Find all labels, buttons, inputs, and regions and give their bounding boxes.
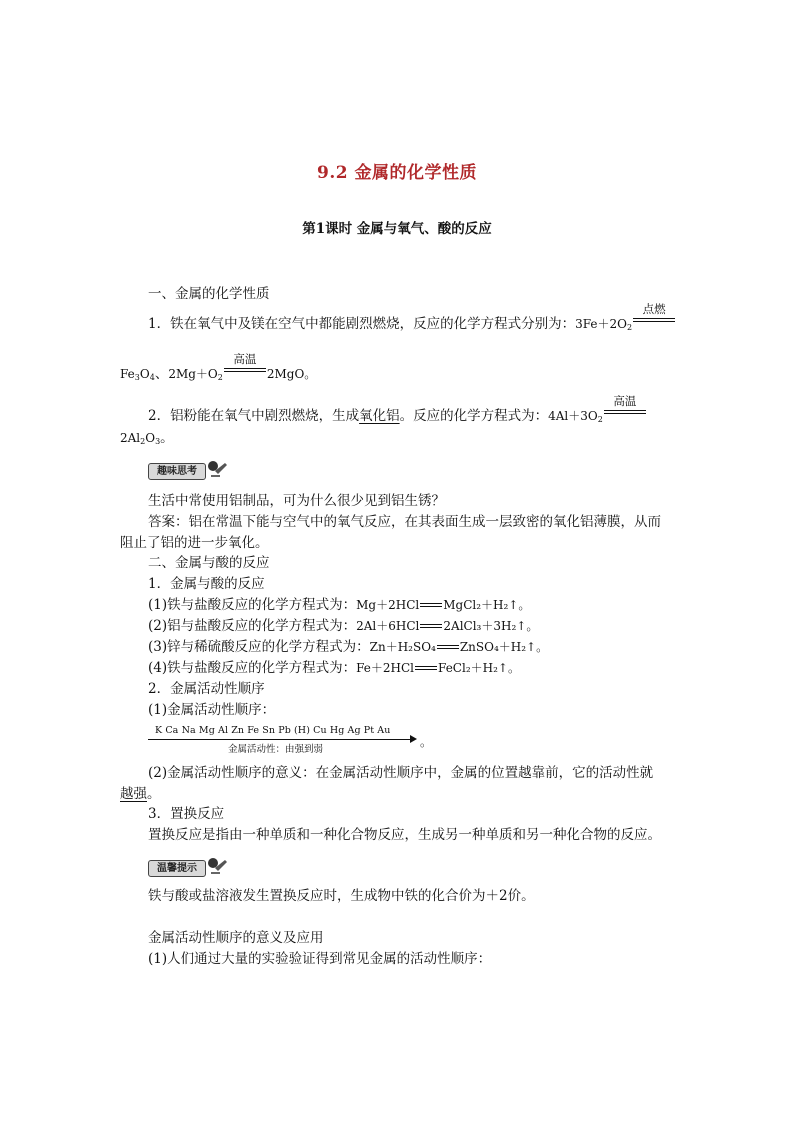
reaction-4-rhs: FeCl₂＋H₂↑。 [438, 661, 520, 675]
item-2-line: 2．铝粉能在氧气中剧烈燃烧，生成氧化铝。反应的化学方程式为：$4Al+3O_2$ 高温 [148, 406, 647, 430]
reaction-2-rhs: 2AlCl₃＋3H₂↑。 [443, 619, 539, 633]
reaction-3-lhs: Zn＋H₂SO₄ [369, 640, 436, 654]
reaction-1-lhs: Mg＋2HCl [356, 598, 420, 612]
arrow-right-icon [410, 735, 417, 743]
reaction-1-text: (1)铁与盐酸反应的化学方程式为： [148, 597, 357, 613]
reaction-4 [148, 658, 520, 678]
equation-c-lhs: 4Al＋3O [548, 409, 598, 423]
displacement-definition: 置换反应是指由一种单质和一种化合物反应，生成另一种单质和另一种化合物的反应。 [148, 827, 661, 843]
lesson-subtitle: 第1课时 金属与氧气、酸的反应 [302, 221, 492, 237]
activity-order-label: (1)金属活动性顺序： [148, 702, 276, 718]
reaction-1-rhs: MgCl₂＋H₂↑。 [443, 598, 531, 612]
section-2-sub-2: 2．金属活动性顺序 [148, 681, 265, 697]
activity-meaning-end: 。 [147, 786, 161, 802]
think-answer-line-1: 答案：铝在常温下能与空气中的氧气反应，在其表面生成一层致密的氧化铝薄膜，从而 [148, 514, 661, 530]
pencil-icon [206, 458, 228, 480]
activity-series-end: 。 [420, 735, 433, 749]
reaction-1 [148, 595, 530, 615]
condition-arrow-c [604, 394, 646, 420]
section-2-heading: 二、金属与酸的反应 [148, 555, 270, 571]
activity-meaning-line-2 [120, 784, 161, 804]
section-2-sub-1: 1．金属与酸的反应 [148, 576, 265, 592]
condition-arrow-a [633, 302, 675, 328]
think-answer-line-2: 阻止了铝的进一步氧化。 [120, 535, 269, 551]
section-2-sub-3: 3．置换反应 [148, 806, 225, 822]
activity-meaning-answer: 越强 [120, 786, 147, 802]
equation-b-lhs: 2Mg＋O [168, 367, 218, 381]
equals-sign [437, 643, 459, 653]
reaction-3 [148, 637, 548, 657]
reaction-2-text: (2)铝与盐酸反应的化学方程式为： [148, 618, 357, 634]
equals-sign [420, 622, 442, 632]
equals-sign [420, 601, 442, 611]
page-title: 9.2 金属的化学性质 [317, 163, 477, 183]
section-1-heading: 一、金属的化学性质 [148, 286, 270, 302]
meaning-section-heading: 金属活动性顺序的意义及应用 [148, 930, 324, 946]
item-1-line: 1．铁在氧气中及镁在空气中都能剧烈燃烧，反应的化学方程式分别为：$3Fe+2O_2$ 点燃 [148, 314, 676, 338]
reaction-4-lhs: Fe＋2HCl [356, 661, 415, 675]
item-1-line-2: $Fe_3O_4$、$2Mg+O_2$ 高温 2MgO。 [120, 364, 316, 388]
equation-b-rhs: 2MgO。 [266, 367, 317, 381]
reaction-3-text: (3)锌与稀硫酸反应的化学方程式为： [148, 639, 370, 655]
activity-meaning-line-1: (2)金属活动性顺序的意义：在金属活动性顺序中，金属的位置越靠前，它的活动性就 [148, 765, 654, 781]
equals-sign [415, 664, 437, 674]
reaction-4-text: (4)铁与盐酸反应的化学方程式为： [148, 660, 357, 676]
activity-series-arrow-line [148, 739, 412, 740]
fun-thinking-badge: 趣味思考 [148, 463, 206, 480]
condition-a-label: 点燃 [642, 302, 666, 316]
item-1-text: 1．铁在氧气中及镁在空气中都能剧烈燃烧，反应的化学方程式分别为： [148, 316, 576, 332]
reaction-3-rhs: ZnSO₄＋H₂↑。 [459, 640, 549, 654]
condition-b-label: 高温 [233, 352, 257, 366]
activity-series-metals: K Ca Na Mg Al Zn Fe Sn Pb (H) Cu Hg Ag Pt Au [155, 725, 391, 736]
think-question: 生活中常使用铝制品，可为什么很少见到铝生锈？ [148, 493, 445, 509]
warm-tip-text: 铁与酸或盐溶液发生置换反应时，生成物中铁的化合价为＋2价。 [148, 888, 535, 904]
condition-arrow-b [224, 352, 266, 378]
activity-series-label: 金属活动性：由强到弱 [228, 744, 324, 755]
item-2-text-a: 2．铝粉能在氧气中剧烈燃烧，生成 [148, 408, 360, 424]
reaction-2-lhs: 2Al＋6HCl [356, 619, 420, 633]
warm-tip-badge: 温馨提示 [148, 860, 206, 877]
equation-c-rhs: 2Al [120, 431, 141, 445]
equation-a-rhs: Fe [120, 367, 135, 381]
item-2-line-2: $2Al_2O_3$。 [120, 430, 174, 446]
item-2-product: 氧化铝 [359, 408, 400, 424]
activity-series-diagram [148, 722, 433, 755]
reaction-2 [148, 616, 538, 636]
condition-c-label: 高温 [613, 394, 637, 408]
equation-a-lhs: 3Fe＋2O [575, 317, 627, 331]
pencil-icon [206, 855, 228, 877]
meaning-section-line-1: (1)人们通过大量的实验验证得到常见金属的活动性顺序： [148, 951, 492, 967]
item-2-text-b: 。反应的化学方程式为： [399, 408, 549, 424]
